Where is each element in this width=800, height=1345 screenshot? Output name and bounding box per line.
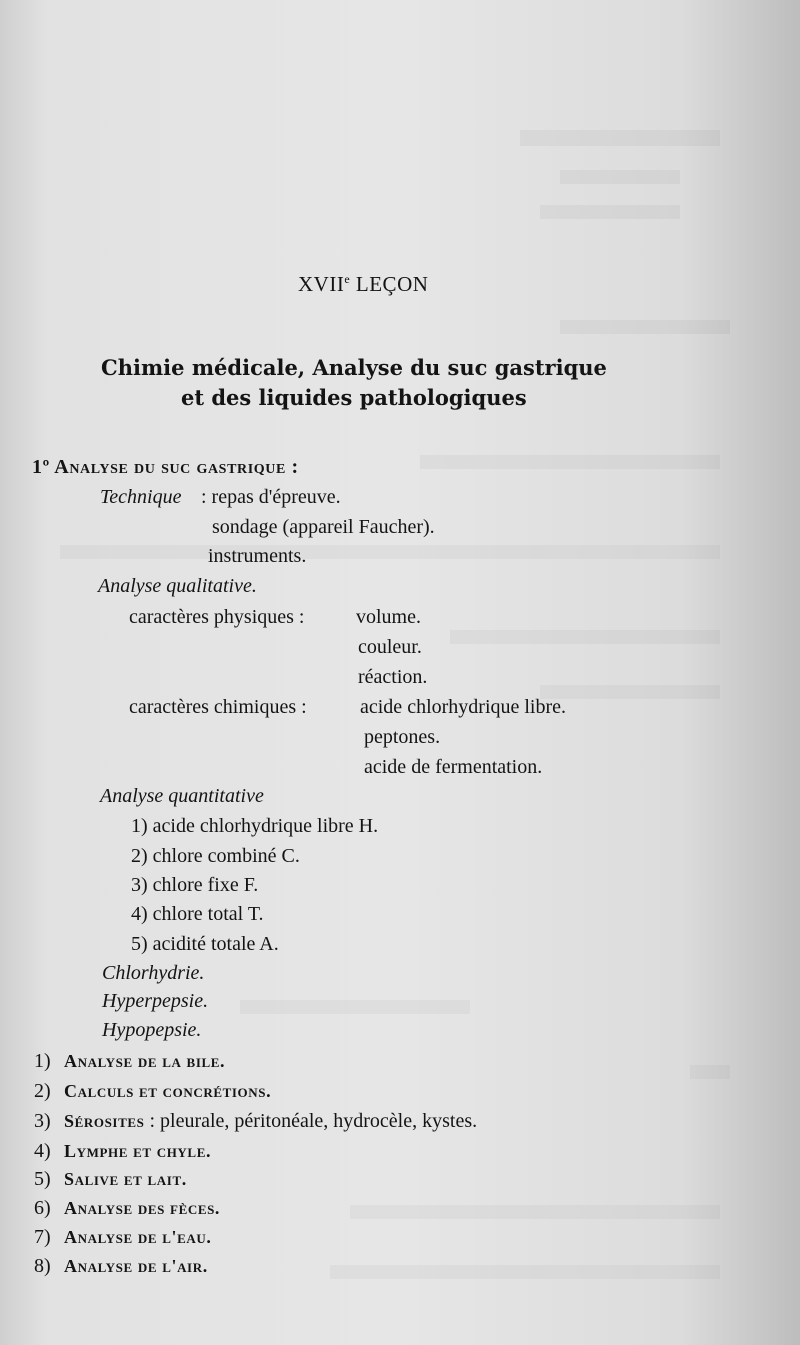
show-through-line (540, 205, 680, 219)
physical-label: caractères physiques : (129, 606, 305, 628)
section-item: 3) Sérosites : pleurale, péritonéale, hydrocèle, kystes. (34, 1110, 478, 1132)
show-through-line (420, 455, 720, 469)
technique-label: Technique (100, 486, 182, 508)
section-1-heading: 1º Analyse du suc gastrique : (32, 456, 299, 478)
technique-item: instruments. (208, 545, 307, 567)
qualitative-label: Analyse qualitative. (98, 575, 257, 597)
chemical-item: acide de fermentation. (364, 756, 543, 778)
quantitative-item: 4) chlore total T. (131, 903, 264, 925)
show-through-line (240, 1000, 470, 1014)
quantitative-item: 1) acide chlorhydrique libre H. (131, 815, 379, 837)
chemical-item: acide chlorhydrique libre. (360, 696, 567, 718)
quantitative-label: Analyse quantitative (100, 785, 264, 807)
section-item: 4) Lymphe et chyle. (34, 1140, 212, 1162)
section-item: 1) Analyse de la bile. (34, 1050, 226, 1072)
section-item: 2) Calculs et concrétions. (34, 1080, 272, 1102)
section-item: 5) Salive et lait. (34, 1168, 187, 1190)
physical-item: couleur. (358, 636, 422, 658)
show-through-line (450, 630, 720, 644)
show-through-line (560, 170, 680, 184)
section-item: 7) Analyse de l'eau. (34, 1226, 212, 1248)
show-through-line (330, 1265, 720, 1279)
title-line-2: et des liquides pathologiques (181, 385, 527, 410)
technique-item: : repas d'épreuve. (201, 486, 341, 508)
show-through-line (690, 1065, 730, 1079)
term-hyperpepsie: Hyperpepsie. (102, 990, 209, 1012)
term-chlorhydrie: Chlorhydrie. (102, 962, 205, 984)
technique-item: sondage (appareil Faucher). (212, 516, 435, 538)
show-through-line (60, 545, 720, 559)
show-through-line (560, 320, 730, 334)
show-through-line (350, 1205, 720, 1219)
show-through-line (520, 130, 720, 146)
lesson-heading: XVIIe LEÇON (298, 272, 429, 296)
quantitative-item: 3) chlore fixe F. (131, 874, 259, 896)
show-through-line (540, 685, 720, 699)
chemical-label: caractères chimiques : (129, 696, 307, 718)
section-item: 8) Analyse de l'air. (34, 1255, 208, 1277)
title-line-1: Chimie médicale, Analyse du suc gastrique (101, 355, 607, 380)
term-hypopepsie: Hypopepsie. (102, 1019, 202, 1041)
section-item: 6) Analyse des fèces. (34, 1197, 221, 1219)
quantitative-item: 5) acidité totale A. (131, 933, 279, 955)
quantitative-item: 2) chlore combiné C. (131, 845, 300, 867)
physical-item: réaction. (358, 666, 428, 688)
chemical-item: peptones. (364, 726, 441, 748)
physical-item: volume. (356, 606, 421, 628)
